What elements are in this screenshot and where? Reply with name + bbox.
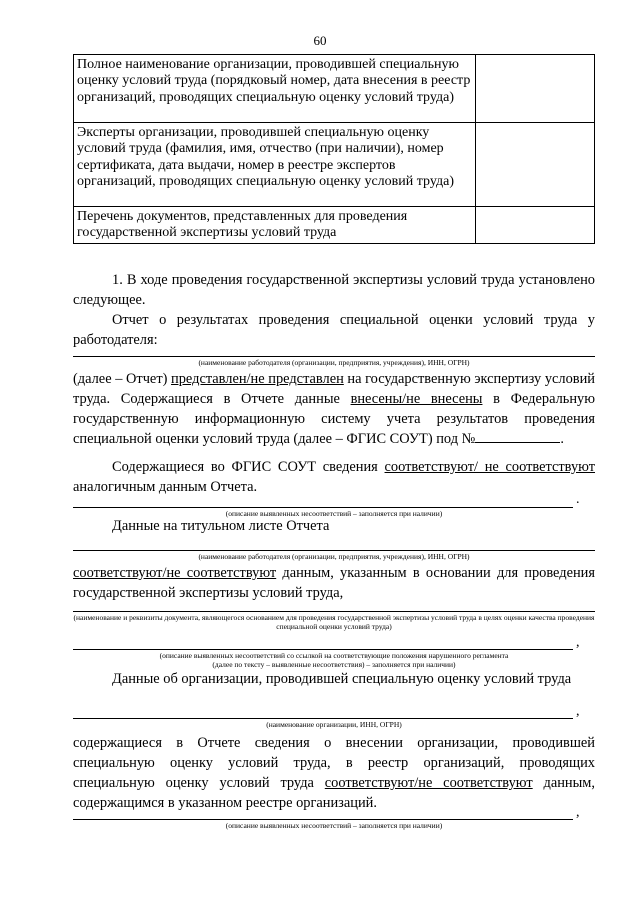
table-cell-value[interactable] — [476, 55, 595, 123]
period: . — [560, 431, 564, 447]
option-submitted[interactable]: представлен/не представлен — [171, 371, 344, 387]
table-cell-label: Полное наименование организации, проводившей специальную оценку условий труда (порядковый номер, дата внесения в реестр организаций, проводящих специальную оценку условий труда) — [74, 55, 476, 123]
number-blank[interactable] — [475, 430, 560, 443]
page-number: 60 — [313, 33, 327, 48]
option-entered[interactable]: внесены/не внесены — [350, 391, 483, 407]
text: данным, указанным в основании для проведения государственной экспертизы условий труда, — [73, 565, 595, 601]
comma: , — [576, 704, 580, 719]
table-row — [74, 123, 595, 207]
table-cell-value[interactable] — [476, 207, 595, 244]
paragraph-intro: 1. В ходе проведения государственной экспертизы условий труда установлено следующее. — [73, 272, 595, 308]
paragraph-title-page: Данные на титульном листе Отчета — [112, 518, 330, 534]
table-cell-label: Эксперты организации, проводившей специальную оценку условий труда (фамилия, имя, отчество (при наличии), номер сертификата, дата выдачи, номер в реестре экспертов организаций, проводящих специальную оценку условий труда) — [74, 123, 476, 207]
table-cell-label: Перечень документов, представленных для проведения государственной экспертизы условий труда — [74, 207, 476, 244]
fill-line-regulation[interactable] — [73, 649, 573, 650]
paragraph-report: Отчет о результатах проведения специальной оценки условий труда у работодателя: — [73, 312, 595, 348]
paragraph-fgis-match — [73, 457, 595, 497]
fill-line-employer-2[interactable] — [73, 550, 595, 551]
text: на государственную экспертизу условий труда. Содержащиеся в Отчете данные — [73, 371, 595, 407]
text: аналогичным данным Отчета. — [73, 479, 258, 495]
hint-employer: (наименование работодателя (организации, предприятия, учреждения), ИНН, ОГРН) — [198, 358, 470, 367]
option-match[interactable]: соответствуют/не соответствуют — [324, 775, 533, 791]
fill-line-employer[interactable] — [73, 356, 595, 357]
comma: , — [576, 805, 580, 820]
hint-regulation-2: (далее по тексту – выявленные несоответствия) – заполняется при наличии) — [212, 660, 456, 669]
fill-line-last[interactable] — [73, 819, 573, 820]
hint-employer-2: (наименование работодателя (организации, предприятия, учреждения), ИНН, ОГРН) — [198, 552, 470, 561]
fill-line-discrepancies[interactable] — [73, 507, 573, 508]
text: Содержащиеся во ФГИС СОУТ сведения — [112, 459, 385, 475]
paragraph-registry — [73, 733, 595, 813]
hint-last: (описание выявленных несоответствий – заполняется при наличии) — [225, 821, 443, 830]
comma: , — [576, 635, 580, 650]
paragraph-report-status — [73, 369, 595, 449]
text: данным, содержащимся в указанном реестре организаций. — [73, 775, 595, 811]
table-row — [74, 207, 595, 244]
text: (далее – Отчет) — [73, 371, 172, 387]
paragraph-title-match — [73, 563, 595, 603]
period: . — [576, 492, 580, 507]
hint-organization: (наименование организации, ИНН, ОГРН) — [266, 720, 402, 729]
text: содержащиеся в Отчете сведения о внесении организации, проводившей специальную оценку условий труда, в реестр организаций, проводящих специальную оценку условий труда — [73, 735, 595, 791]
table-cell-value[interactable] — [476, 123, 595, 207]
text: в Федеральную государственную информационную систему учета результатов проведения специальной оценки условий труда (далее – ФГИС СОУТ) под № — [73, 391, 595, 447]
hint-discrepancies: (описание выявленных несоответствий – заполняется при наличии) — [225, 509, 443, 518]
option-match[interactable]: соответствуют/ не соответствуют — [384, 459, 595, 475]
hint-regulation-1: (описание выявленных несоответствий со ссылкой на соответствующие положения нарушенного регламента — [159, 651, 509, 660]
fill-line-basis[interactable] — [73, 611, 595, 612]
table-row — [74, 55, 595, 123]
option-match[interactable]: соответствуют/не соответствуют — [73, 565, 277, 581]
hint-basis: (наименование и реквизиты документа, являющегося основанием для проведения государственной экспертизы условий труда в целях оценки качества проведения специальной оценки условий труда) — [73, 613, 595, 631]
organization-info-table — [73, 54, 595, 244]
fill-line-organization[interactable] — [73, 718, 573, 719]
paragraph-org-data: Данные об организации, проводившей специальную оценку условий труда — [112, 671, 572, 687]
